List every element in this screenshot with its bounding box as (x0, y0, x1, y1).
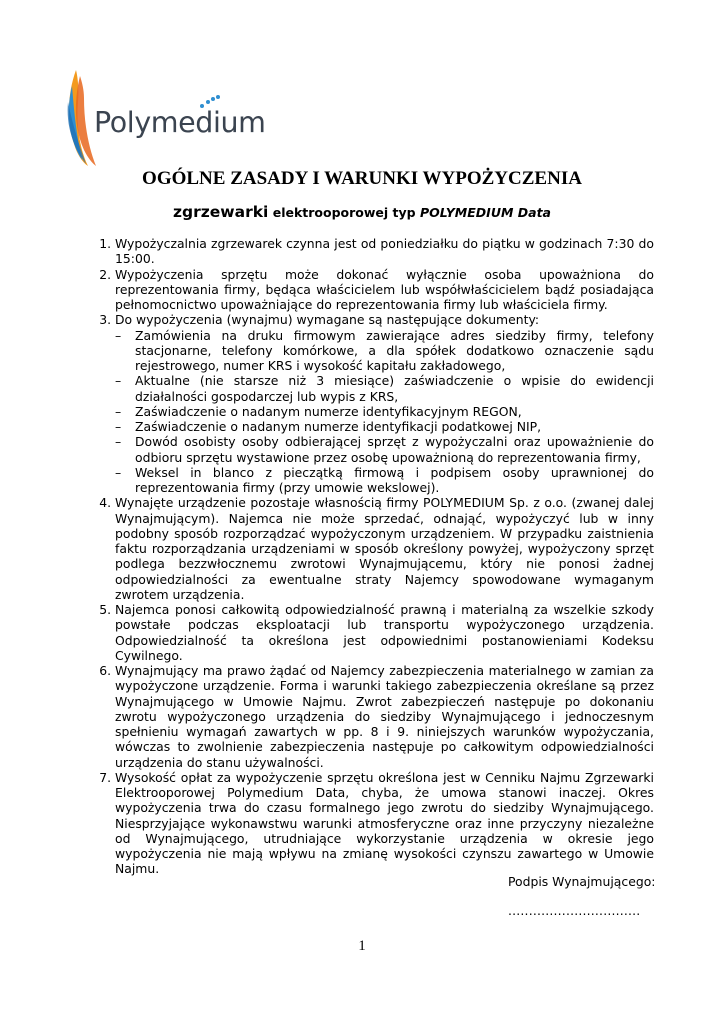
rule-item: 2. Wypożyczenia sprzętu może dokonać wyłącznie osoba upoważniona do reprezentowania firmy, będąca właścicielem lub współwłaścicielem bądź posiadająca pełnomocnictwo upoważniające do reprezentowania firmy lub właściciela firmy. (115, 267, 654, 313)
document-item: – Dowód osobisty osoby odbierającej sprzęt z wypożyczalni oraz upoważnienie do odbioru sprzętu wystawione przez osobę upoważnioną do reprezentowania firmy, (135, 434, 654, 465)
page-number: 1 (358, 938, 366, 954)
rule-item: 1. Wypożyczalnia zgrzewarek czynna jest od poniedziałku do piątku w godzinach 7:30 do 15:00. (115, 236, 654, 267)
signature-label: Podpis Wynajmującego: (508, 874, 656, 889)
document-subtitle (0, 203, 724, 222)
rules-list (115, 236, 654, 877)
document-item: – Aktualne (nie starsze niż 3 miesiące) zaświadczenie o wpisie do ewidencji działalności gospodarczej lub wypis z KRS, (135, 373, 654, 404)
document-item: – Zamówienia na druku firmowym zawierające adres siedziby firmy, telefony stacjonarne, telefony komórkowe, a dla spółek dodatkowo oznaczenie sądu rejestrowego, numer KRS i wysokość kapitału zakładowego, (135, 328, 654, 374)
rule-item: 5. Najemca ponosi całkowitą odpowiedzialność prawną i materialną za wszelkie szkody powstałe podczas eksploatacji lub transportu wypożyczonego urządzenia. Odpowiedzialność ta określona jest odpowiednimi postanowieniami Kodeksu Cywilnego. (115, 602, 654, 663)
logo-wordmark: Polymedium (94, 106, 266, 139)
signature-line: ................................ (508, 903, 641, 918)
document-item: – Zaświadczenie o nadanym numerze identyfikacyjnym REGON, (135, 404, 654, 419)
subtitle-main: zgrzewarki (173, 203, 269, 221)
document-title: OGÓLNE ZASADY I WARUNKI WYPOŻYCZENIA (142, 168, 582, 189)
polymedium-logo (62, 62, 266, 172)
required-documents-list (115, 328, 654, 496)
subtitle-product: POLYMEDIUM Data (419, 205, 551, 220)
rule-item: 4. Wynajęte urządzenie pozostaje własnością firmy POLYMEDIUM Sp. z o.o. (zwanej dalej Wynajmującym). Najemca nie może sprzedać, odnająć, wypożyczyć lub w inny podobny sposób rozporządzać wypożyczonym urządzeniem. W przypadku zaistnienia faktu rozporządzania urządzeniami w sposób określony powyżej, wypożyczony sprzęt podlega bezzwłocznemu zwrotowi Wynajmującemu, który nie ponosi żadnej odpowiedzialności za ewentualne straty Najemcy spowodowane wymaganym zwrotem urządzenia. (115, 495, 654, 602)
rule-item: 7. Wysokość opłat za wypożyczenie sprzętu określona jest w Cenniku Najmu Zgrzewarki Elektrooporowej Polymedium Data, chyba, że umowa stanowi inaczej. Okres wypożyczenia trwa do czasu formalnego jego zwrotu do siedziby Wynajmującego. Niesprzyjające wykonawstwu warunki atmosferyczne oraz inne przyczyny niezależne od Wynajmującego, utrudniające wykorzystanie urządzenia w okresie jego wypożyczenia nie mają wpływu na zmianę wysokości czynszu zawartego w Umowie Najmu. (115, 770, 654, 877)
rule-item: 3. Do wypożyczenia (wynajmu) wymagane są następujące dokumenty: – Zamówienia na druku firmowym zawierające adres siedziby firmy, telefony stacjonarne, telefony komórkowe, a dla spółek dodatkowo oznaczenie sądu rejestrowego, numer KRS i wysokość kapitału zakładowego, – Aktualne (nie starsze niż 3 miesiące) zaświadczenie o wpisie do ewidencji działalności gospodarczej lub wypis z KRS, – Zaświadczenie o nadanym numerze identyfikacyjnym REGON, – Zaświadczenie o nadanym numerze identyfikacji podatkowej NIP, – Dowód osobisty osoby odbierającej sprzęt z wypożyczalni oraz upoważnienie do odbioru sprzętu wystawione przez osobę upoważnioną do reprezentowania firmy, – Weksel in blanco z pieczątką firmową i podpisem osoby uprawnionej do reprezentowania firmy (przy umowie wekslowej). (115, 312, 654, 495)
rule-item: 6. Wynajmujący ma prawo żądać od Najemcy zabezpieczenia materialnego w zamian za wypożyczone urządzenie. Forma i warunki takiego zabezpieczenia określane są przez Wynajmującego w Umowie Najmu. Zwrot zabezpieczeń następuje po dokonaniu zwrotu wypożyczonego urządzenia do siedziby Wynajmującego i jednoczesnym spełnieniu wymagań zawartych w pp. 8 i 9. niniejszych warunków wypożyczania, wówczas to zwolnienie zabezpieczenia następuje po całkowitym odpowiedzialności urządzenia do stanu używalności. (115, 663, 654, 770)
document-item: – Weksel in blanco z pieczątką firmową i podpisem osoby uprawnionej do reprezentowania firmy (przy umowie wekslowej). (135, 465, 654, 496)
subtitle-middle: elektrooporowej typ (268, 205, 420, 220)
document-item: – Zaświadczenie o nadanym numerze identyfikacji podatkowej NIP, (135, 419, 654, 434)
